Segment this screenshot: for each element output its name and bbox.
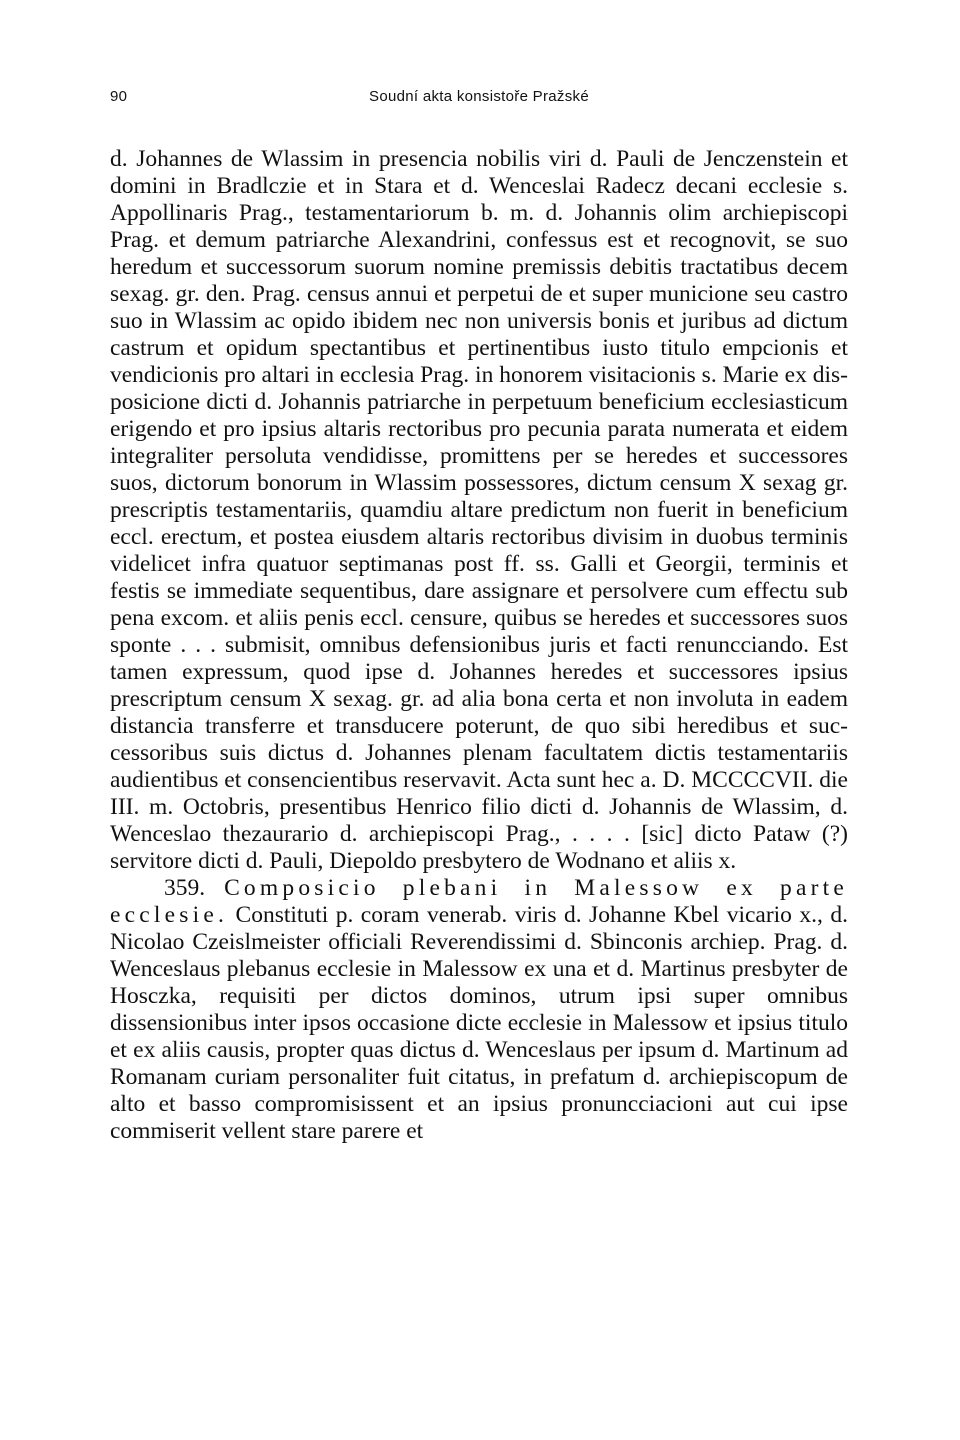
- document-page: [110, 88, 848, 1145]
- page-header: [110, 88, 848, 118]
- paragraph-358-continuation: d. Johannes de Wlassim in presencia nobilis viri d. Pauli de Jenczenstein et domini in Bradlczie et in Stara et d. Wenceslai Radecz decani ecclesie s. Appollinaris Prag., testamentariorum b. m. d. Johannis olim archiepiscopi Prag. et demum patriarche Alexandrini, confessus est et recognovit, se suo heredum et successorum suorum nomine premissis debitis tractatibus decem sexag. gr. den. Prag. census annui et perpetui de et super municione seu castro suo in Wlassim ac opido ibidem nec non universis bonis et juribus ad dictum castrum et opidum spectantibus et pertinentibus iusto titulo empcionis et vendicionis pro altari in ecclesia Prag. in honorem visitacionis s. Marie ex disposicione dicti d. Johannis patriarche in perpetuum beneficium ecclesiasticum erigendo et pro ipsius altaris rectoribus pro pecunia parata numerata et eidem integraliter persoluta vendidisse, promittens per se heredes et successores suos, dictorum bonorum in Wlassim possessores, dictum censum X sexag gr. prescriptis testamentariis, quamdiu altare predictum non fuerit in beneficium eccl. erectum, et postea eiusdem altaris rectoribus divisim in duobus terminis videlicet infra quatuor septimanas post ff. ss. Galli et Georgii, terminis et festis se immediate sequentibus, dare assignare et persolvere cum effectu sub pena excom. et aliis penis eccl. censure, quibus se heredes et successores suos sponte . . . submisit, omnibus defensionibus juris et facti renuncciando. Est tamen expressum, quod ipse d. Johannes heredes et successores ipsius prescriptum censum X sexag. gr. ad alia bona certa et non involuta in eadem distancia transferre et transducere poterunt, de quo sibi heredibus et successoribus suis dictus d. Johannes plenam facultatem dictis testamentariis audientibus et consencientibus reservavit. Acta sunt hec a. D. MCCCCVII. die III. m. Octobris, presentibus Henrico filio dicti d. Johannis de Wlassim, d. Wenceslao thezaurario d. archiepiscopi Prag., . . . . [sic] dicto Pataw (?) servitore dicti d. Pauli, Diepoldo presbytero de Wodnano et aliis x.: [110, 146, 848, 874]
- entry-heading: Composicio plebani in Malessow ex parte ecclesie.: [110, 875, 849, 928]
- running-title: Soudní akta konsistoře Pražské: [369, 88, 589, 105]
- entry-number: 359.: [164, 875, 206, 901]
- entry-359: [110, 875, 848, 1145]
- entry-text: Constituti p. coram venerab. viris d. Johanne Kbel vicario x., d. Nicolao Czeislmeister officiali Reverendissimi d. Sbinconis archiep. Prag. d. Wenceslaus plebanus ecclesie in Malessow ex una et d. Martinus presbyter de Hosczka, requisiti per dictos dominos, utrum ipsi super omnibus dissensionibus inter ipsos occasione dicte ecclesie in Malessow et ipsius titulo et ex aliis causis, propter quas dictus d. Wenceslaus per ipsum d. Martinum ad Romanam curiam personaliter fuit citatus, in prefatum d. archiepiscopum de alto et basso compromisissent et an ipsius pronuncciacioni aut cui ipse commiserit vellent stare parere et: [110, 902, 849, 1144]
- page-number: 90: [110, 88, 128, 105]
- document-body: [110, 146, 848, 1145]
